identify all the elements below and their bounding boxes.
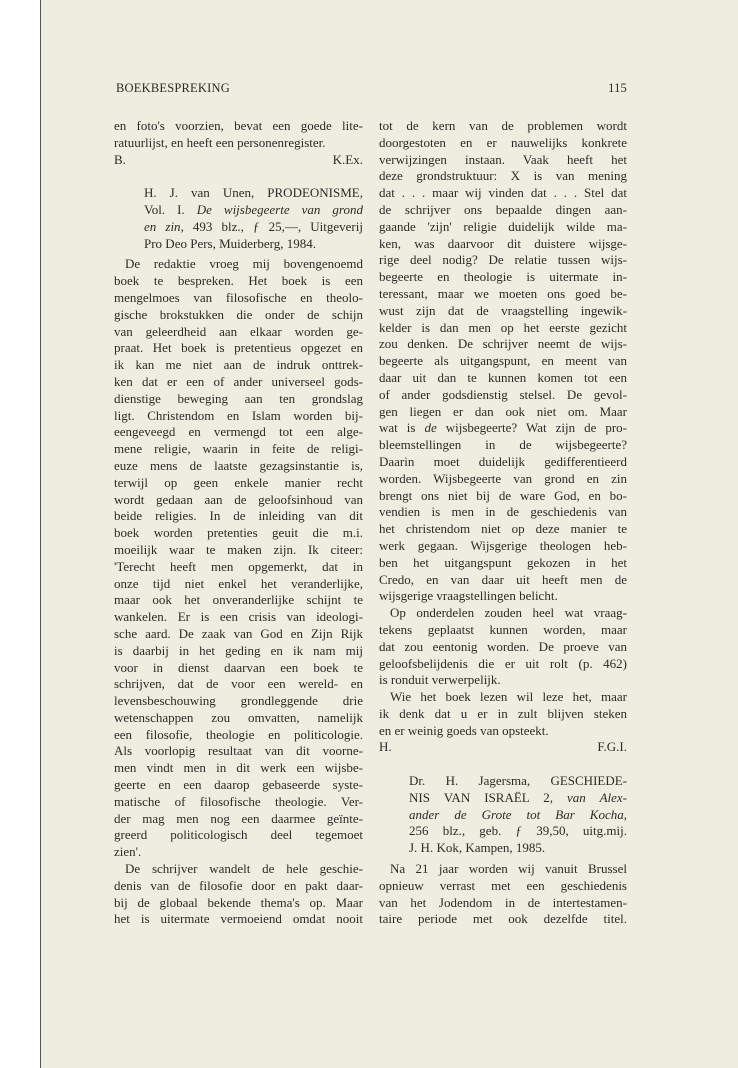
text-line: dienstige beweging aan ten grondslag	[114, 390, 363, 406]
text-line: ratuurlijst, en heeft een personenregister.	[114, 134, 326, 150]
text-line: ligt. Christendom en Islam worden bij-	[114, 407, 363, 423]
text-line: 256 blz., geb. ƒ 39,50, uitg.mij.	[409, 823, 627, 839]
text-line: men vindt men in dit werk een wijsbe-	[114, 760, 363, 776]
paragraph	[114, 118, 363, 152]
text-line: deze grondstruktuur: X is van mening	[379, 168, 627, 184]
text-line: doorgestoten en er nauwelijks konkrete	[379, 134, 627, 150]
text-line: rige deel nodig? De relatie tussen wijs-	[379, 252, 627, 268]
text-line: Daarin moet duidelijk gedifferentieerd	[379, 453, 627, 469]
text-line	[379, 420, 627, 437]
text-line: boek te bespreken. Het boek is een	[114, 273, 363, 289]
text-line: van geleerdheid aan elkaar worden ge-	[114, 323, 363, 339]
text-line: of ander godsdienstig stelsel. De gevol-	[379, 386, 627, 402]
text-line: onze tijd niet enkel het veranderlijke,	[114, 575, 363, 591]
text-line: zou denken. De schrijver neemt de wijs-	[379, 336, 627, 352]
italic-title-text: van Alex-	[567, 789, 628, 805]
paragraph	[379, 861, 627, 928]
text-line: Credo, en van daar uit heeft men de	[379, 571, 627, 587]
italic-title-text: en zin	[144, 218, 181, 234]
text-line: 'Terecht heeft men opgemerkt, dat in	[114, 558, 363, 574]
text-segment: , 493 blz., ƒ 25,—, Uitgeverij	[180, 218, 363, 234]
text-line: het is uitermate vermoeiend omdat nooit	[114, 911, 363, 927]
right-text-column	[379, 118, 627, 928]
text-line: wankelen. Er is een crisis van ideologi-	[114, 609, 363, 625]
reviewer-initials: F.G.I.	[597, 739, 627, 755]
text-line: moeilijk waar te maken zijn. Ik citeer:	[114, 541, 363, 557]
text-line: ik denk dat u er in zult blijven steken	[379, 705, 627, 721]
text-line: en foto's voorzien, bevat een goede lite-	[114, 118, 363, 133]
text-line: verwijzingen instaan. Vaak heeft het	[379, 151, 627, 167]
text-line: Als voorlopig resultaat van dit voorne-	[114, 743, 363, 759]
text-line: dat . . . maar wij vinden dat . . . Stel dat	[379, 185, 627, 201]
text-line: zien'.	[114, 844, 142, 860]
text-line: begeerte als uitgangspunt, en meent van	[379, 353, 627, 369]
paragraph	[114, 256, 363, 861]
text-line: schrijven, dat de voor een wereld- en	[114, 676, 363, 692]
text-line: der mag men nog een daarmee geïnte-	[114, 810, 363, 826]
text-line: teressant, maar we moeten ons goed be-	[379, 285, 627, 301]
text-line: mene religie, waarin in feite de religi-	[114, 441, 363, 457]
text-segment: wat is	[379, 420, 425, 436]
running-head-title: BOEKBESPREKING	[116, 81, 230, 95]
text-line: is ronduit verwerpelijk.	[379, 672, 501, 688]
text-line: tot de kern van de problemen wordt	[379, 118, 627, 133]
italic-title-text: de	[424, 420, 437, 436]
text-line	[409, 807, 627, 824]
text-line: levensbeschouwing grondleggende drie	[114, 693, 363, 709]
text-segment: ,	[623, 806, 627, 822]
text-line: taire periode met ook dezelfde titel.	[379, 911, 627, 927]
text-line: het christendom niet op deze manier te	[379, 521, 627, 537]
review-signature	[379, 739, 627, 756]
text-line: denis van de filosofie door en pakt daar-	[114, 877, 363, 893]
paragraph	[379, 605, 627, 689]
text-line: dat zou eentonig worden. De proeve van	[379, 638, 627, 654]
text-line: bij de globaal bekende thema's op. Maar	[114, 894, 363, 910]
text-line: Na 21 jaar worden wij vanuit Brussel	[390, 861, 627, 877]
text-line: een filosofie, theologie en politicologie.	[114, 726, 363, 742]
text-line: Wie het boek lezen wil leze het, maar	[390, 689, 627, 705]
text-segment: wijsbegeerte? Wat zijn de pro-	[436, 420, 627, 436]
text-line: ben het uitgangspunt gekozen in het	[379, 554, 627, 570]
text-line: daar uit dan te kunnen komen tot een	[379, 369, 627, 385]
scanned-page	[40, 0, 738, 1068]
text-line: kelder is dan men op het eerste gezicht	[379, 319, 627, 335]
text-line: is daarbij in het geding en ik nam mij	[114, 642, 363, 658]
paragraph	[114, 861, 363, 928]
text-line: ken, was daarvoor dit duistere wijsge-	[379, 235, 627, 251]
text-line: boek worden pretenties geuit die m.i.	[114, 525, 363, 541]
text-line: De schrijver wandelt de hele geschie-	[125, 861, 363, 877]
text-line: de schrijver ons bepaalde dingen aan-	[379, 201, 627, 217]
text-line	[409, 790, 627, 807]
signature-place: B.	[114, 151, 126, 167]
text-line	[144, 219, 363, 236]
text-line: wust zijn dat de vraagstelling ingewik-	[379, 302, 627, 318]
text-line: praat. Het boek is pretentieus opgezet en	[114, 340, 363, 356]
text-line: wordt gedaan aan de geloofsinhoud van	[114, 491, 363, 507]
signature-place: H.	[379, 739, 392, 755]
text-line: wetenschappen zou omvatten, namelijk	[114, 709, 363, 725]
text-line: euze mens de laatste gezagsinstantie is,	[114, 457, 363, 473]
text-line: wijsgerige vraagstellingen belicht.	[379, 588, 558, 604]
text-line: eengeveegd en vermengd tot een alge-	[114, 424, 363, 440]
text-line: ik kan me niet aan de indruk onttrek-	[114, 357, 363, 373]
text-line: geloofsbelijdenis die er uit rolt (p. 462)	[379, 655, 627, 671]
left-text-column	[114, 118, 363, 928]
page-number: 115	[608, 81, 627, 95]
text-line: van het Jodendom in de intertestamen-	[379, 894, 627, 910]
text-line: mengelmoes van filosofische en theolo-	[114, 289, 363, 305]
text-line: Pro Deo Pers, Muiderberg, 1984.	[144, 235, 316, 251]
text-line: terwijl op geen enkele manier recht	[114, 474, 363, 490]
text-line: brengt ons niet bij de ware God, en bo-	[379, 487, 627, 503]
text-line: worden. Wijsbegeerte van grond en zin	[379, 470, 627, 486]
text-line: gaande 'zijn' religie duidelijk wilde ma-	[379, 218, 627, 234]
text-line: greerd politicologisch deel tegemoet	[114, 827, 363, 843]
text-line: opnieuw verrast met een geschiedenis	[379, 877, 627, 893]
text-line: sche aard. De zaak van God en Zijn Rijk	[114, 625, 363, 641]
text-line: maar ook het onveranderlijke schijnt te	[114, 592, 363, 608]
italic-title-text: De wijsbegeerte van grond	[196, 201, 364, 217]
text-line: geerte en een daarop gebaseerde syste-	[114, 777, 363, 793]
book-reference	[114, 185, 363, 252]
text-line: beide religies. In de inleiding van dit	[114, 508, 363, 524]
reviewer-initials: K.Ex.	[332, 151, 363, 167]
paragraph	[379, 118, 627, 605]
text-line: en er weinig goeds van opsteekt.	[379, 722, 549, 738]
text-line: Dr. H. Jagersma, GESCHIEDE-	[409, 773, 627, 789]
text-segment: NIS VAN ISRAËL 2,	[409, 789, 568, 805]
text-line: gische brokstukken die onder de schijn	[114, 306, 363, 322]
text-line: Op onderdelen zouden heel wat vraag-	[390, 605, 627, 621]
text-line: De redaktie vroeg mij bovengenoemd	[125, 256, 363, 272]
text-line: H. J. van Unen, PRODEONISME,	[144, 185, 363, 201]
paragraph	[379, 689, 627, 739]
text-line: ken dat er een of ander universeel gods-	[114, 373, 363, 389]
text-line: matische of filosofische theologie. Ver-	[114, 793, 363, 809]
text-line: tekens geplaatst kunnen worden, maar	[379, 621, 627, 637]
text-line: bleemstellingen in de wijsbegeerte?	[379, 437, 627, 453]
text-line: voor in dienst daarvan een boek te	[114, 659, 363, 675]
text-line	[144, 202, 363, 219]
review-signature	[114, 152, 363, 169]
text-line: werk gegaan. Wijsgerige theologen heb-	[379, 537, 627, 553]
text-line: begeerte en theologie is uitermate in-	[379, 269, 627, 285]
text-line: vendien is men in de geschiedenis van	[379, 504, 627, 520]
text-segment: Vol. I.	[144, 201, 197, 217]
book-reference	[379, 773, 627, 857]
text-line: J. H. Kok, Kampen, 1985.	[409, 840, 546, 856]
italic-title-text: ander de Grote tot Bar Kocha	[409, 806, 624, 822]
text-line: gen liegen er dan ook niet om. Maar	[379, 403, 627, 419]
